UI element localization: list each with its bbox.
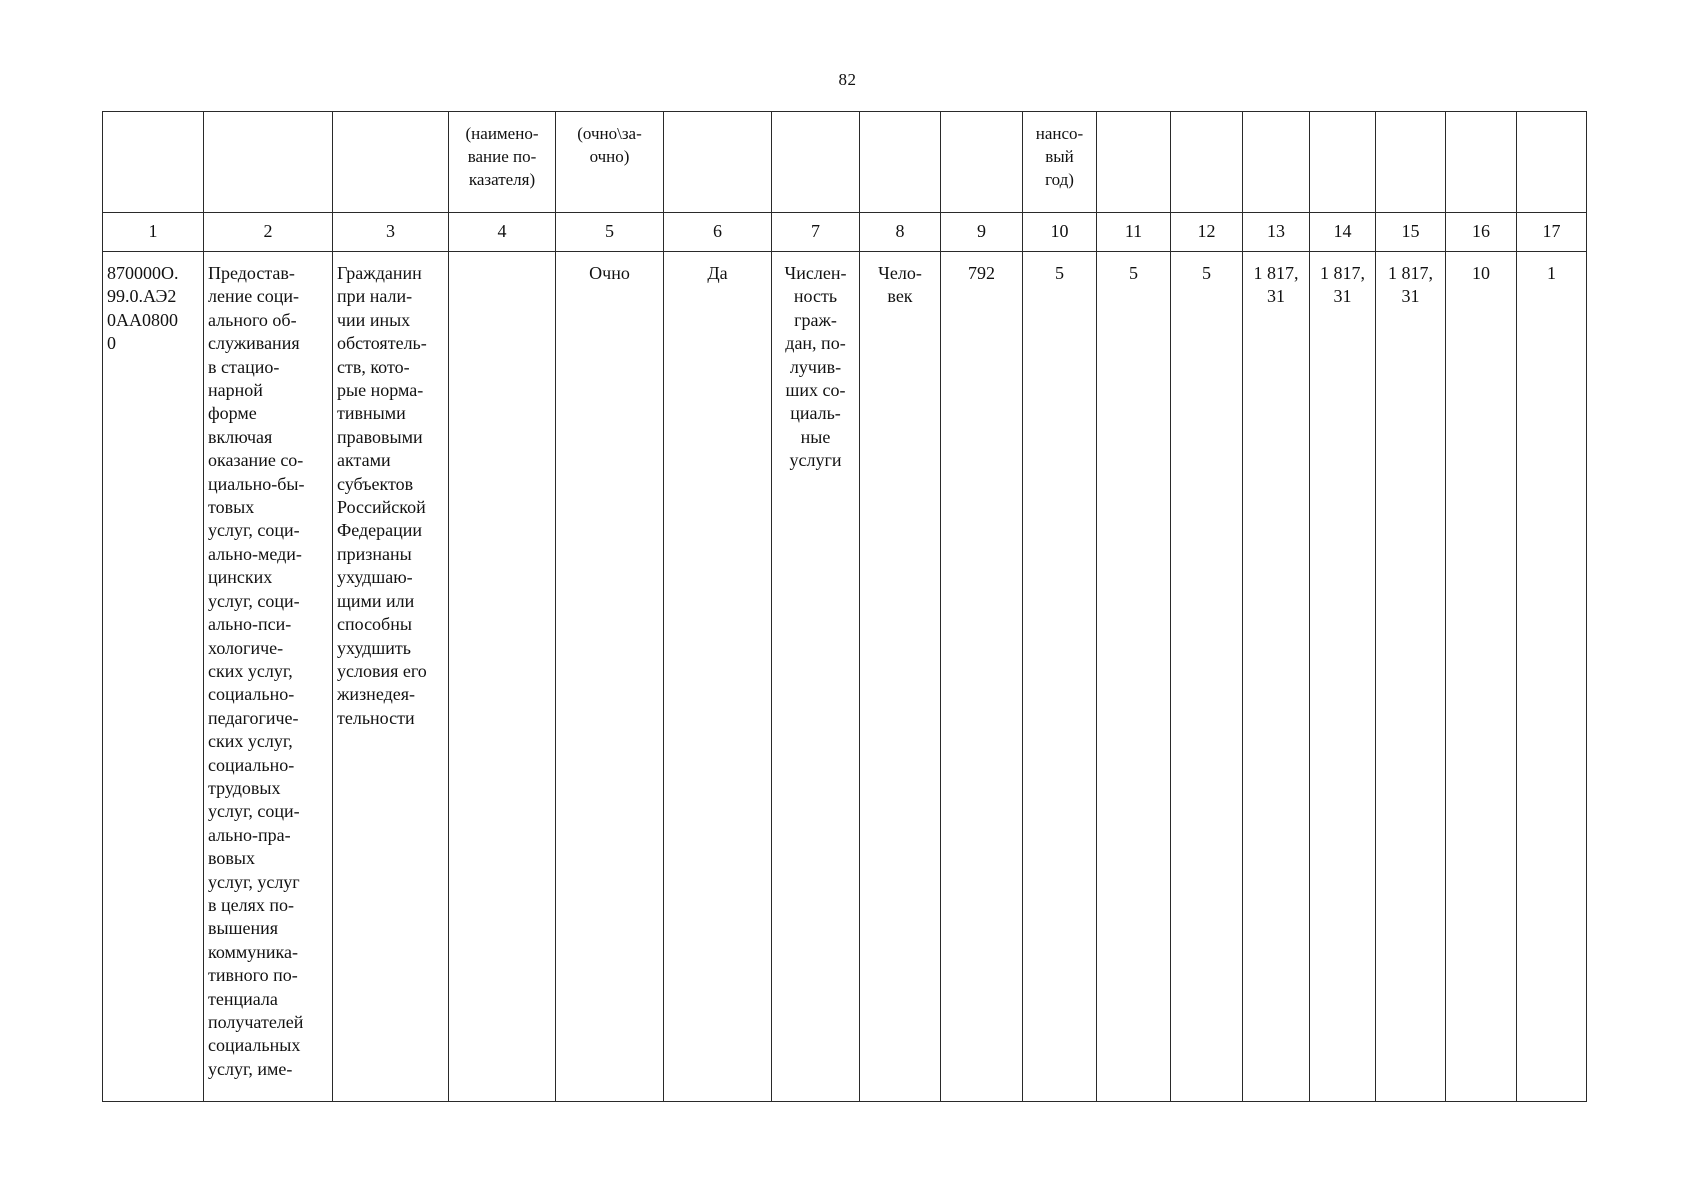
- column-number: 3: [333, 213, 449, 252]
- deviation-absolute-cell: 1: [1517, 252, 1587, 1102]
- header-cell-16: [1446, 112, 1517, 213]
- column-number: 6: [664, 213, 772, 252]
- column-number: 14: [1310, 213, 1376, 252]
- column-number: 5: [556, 213, 664, 252]
- header-cell-5: (очно\за- очно): [556, 112, 664, 213]
- header-cell-13: [1243, 112, 1310, 213]
- table-row: [103, 252, 1587, 1102]
- column-number: 8: [860, 213, 941, 252]
- indicator-cell: Числен- ность граж- дан, по- лучив- ших со- циаль- ные услуги: [772, 252, 860, 1102]
- header-cell-14: [1310, 112, 1376, 213]
- deviation-percent-cell: 10: [1446, 252, 1517, 1102]
- column-number: 15: [1376, 213, 1446, 252]
- registry-code-cell: 870000О. 99.0.АЭ2 0АА0800 0: [103, 252, 204, 1102]
- header-cell-6: [664, 112, 772, 213]
- column-number: 17: [1517, 213, 1587, 252]
- column-number: 11: [1097, 213, 1171, 252]
- header-cell-1: [103, 112, 204, 213]
- page-number: 82: [838, 70, 857, 89]
- table-header-row: [103, 112, 1587, 213]
- column-number: 13: [1243, 213, 1310, 252]
- header-cell-4: (наимено- вание по- казателя): [449, 112, 556, 213]
- column-number: 2: [204, 213, 333, 252]
- header-cell-12: [1171, 112, 1243, 213]
- unit-cell: Чело- век: [860, 252, 941, 1102]
- header-cell-10: нансо- вый год): [1023, 112, 1097, 213]
- price-year-2-cell: 1 817, 31: [1310, 252, 1376, 1102]
- column-number: 7: [772, 213, 860, 252]
- column-number: 4: [449, 213, 556, 252]
- header-cell-8: [860, 112, 941, 213]
- value-year-2-cell: 5: [1097, 252, 1171, 1102]
- price-year-1-cell: 1 817, 31: [1243, 252, 1310, 1102]
- recipient-category-cell: Гражданин при нали- чии иных обстоятель- ств, кото- рые норма- тивными правовыми актами субъектов Российской Федерации признаны ухудшаю- щими или способны ухудшить условия его жизнедея- тельности: [333, 252, 449, 1102]
- header-cell-15: [1376, 112, 1446, 213]
- unit-code-cell: 792: [941, 252, 1023, 1102]
- value-year-1-cell: 5: [1023, 252, 1097, 1102]
- header-cell-3: [333, 112, 449, 213]
- price-year-3-cell: 1 817, 31: [1376, 252, 1446, 1102]
- value-year-3-cell: 5: [1171, 252, 1243, 1102]
- column-number: 1: [103, 213, 204, 252]
- services-table: [102, 111, 1587, 1102]
- column-number: 9: [941, 213, 1023, 252]
- flag-cell: Да: [664, 252, 772, 1102]
- header-cell-7: [772, 112, 860, 213]
- form-cell: Очно: [556, 252, 664, 1102]
- column-number: 10: [1023, 213, 1097, 252]
- header-cell-11: [1097, 112, 1171, 213]
- column-number-row: [103, 213, 1587, 252]
- column-number: 16: [1446, 213, 1517, 252]
- service-content-cell: Предостав- ление соци- ального об- служивания в стацио- нарной форме включая оказание со- циально-бы- товых услуг, соци- ально-меди- цинских услуг, соци- ально-пси- хологиче- ских услуг, социально- педагогиче- ских услуг, социально- трудовых услуг, соци- ально-пра- вовых услуг, услуг в целях по- вышения коммуника- тивного по- тенциала получателей социальных услуг, име-: [204, 252, 333, 1102]
- header-cell-17: [1517, 112, 1587, 213]
- indicator-name-cell: [449, 252, 556, 1102]
- column-number: 12: [1171, 213, 1243, 252]
- header-cell-9: [941, 112, 1023, 213]
- header-cell-2: [204, 112, 333, 213]
